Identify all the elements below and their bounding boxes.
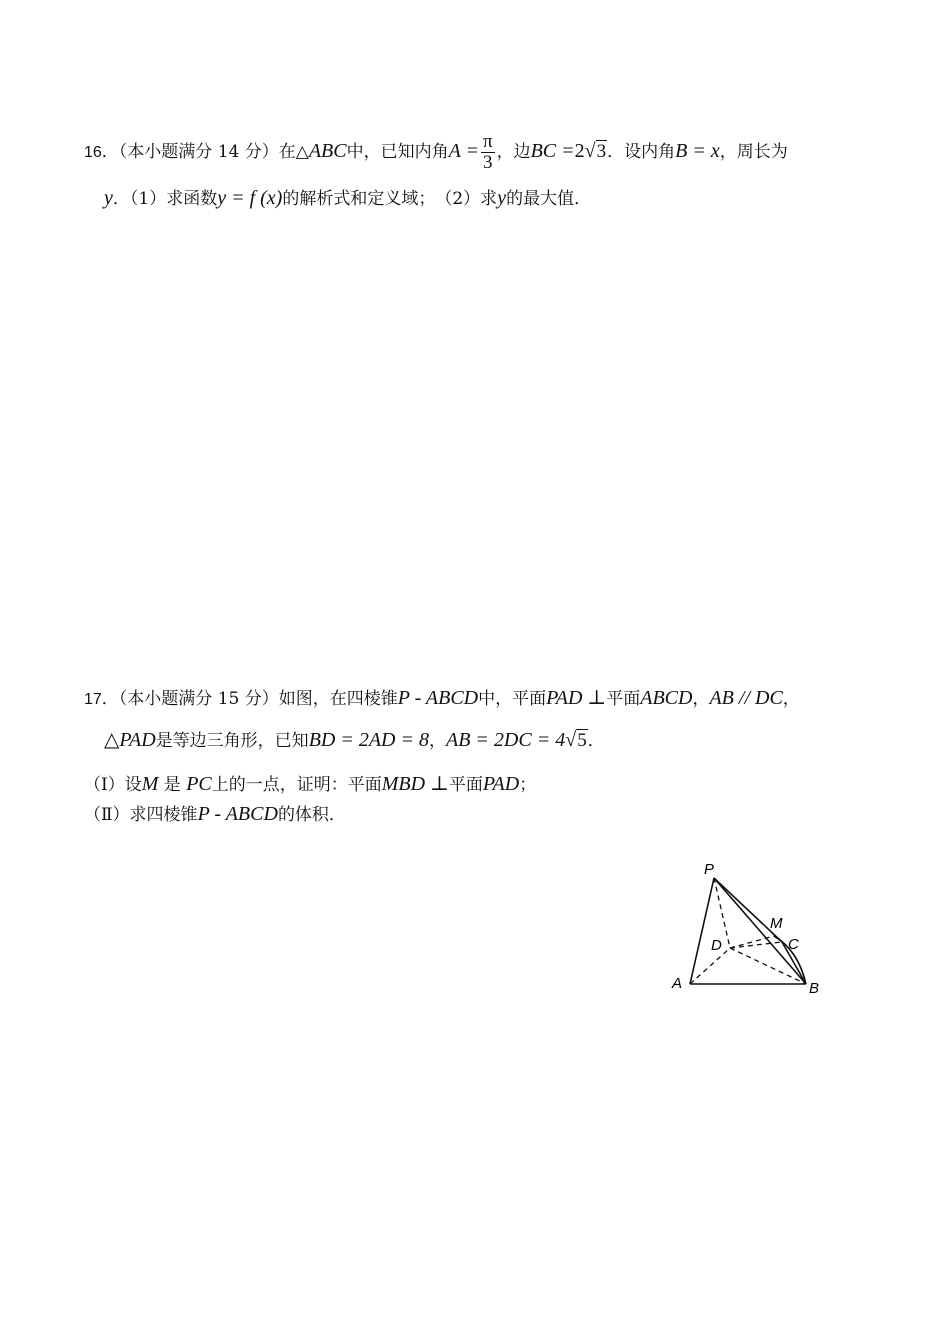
text: 的解析式和定义域； （2）求 (282, 189, 498, 209)
problem-17-score: ．（本小题满分 15 分） (101, 689, 279, 709)
problem-16-score: ．（本小题满分 14 分） (101, 142, 279, 162)
problem-16-number: 16 (84, 144, 102, 161)
edge-dm (730, 936, 774, 948)
text: 如图，在四棱锥 (278, 689, 398, 709)
text: ．（1）求函数 (112, 189, 218, 209)
var-y: y (497, 187, 507, 209)
coef-two: 2 (574, 140, 585, 162)
segment-pc: PC (186, 773, 212, 795)
text: ，周长为 (719, 142, 788, 162)
problem-16-line-2 (104, 186, 591, 211)
text: ，边 (496, 142, 531, 162)
text: 是 (163, 775, 181, 795)
edge-pa (690, 878, 714, 984)
edge-pb (714, 878, 806, 984)
var-y: y (104, 187, 113, 209)
part-label: （Ⅱ）求四棱锥 (84, 805, 198, 825)
text: 中，平面 (478, 689, 547, 709)
label-c: C (788, 936, 799, 953)
label-b: B (809, 980, 820, 997)
frac-numerator: π (482, 131, 493, 152)
text: ．设内角 (607, 142, 676, 162)
pyramid-p-abcd: P - ABCD (197, 803, 278, 825)
pyramid-p-abcd: P - ABCD (397, 687, 479, 709)
text: 上的一点，证明：平面 (211, 775, 382, 795)
text: ， (692, 689, 710, 709)
fraction-pi-over-3 (481, 132, 495, 173)
triangle-pad: △PAD (104, 729, 156, 751)
label-p: P (704, 861, 715, 878)
bd-eq: BD = 2AD = 8 (308, 729, 429, 751)
sqrt-symbol: √ (584, 140, 596, 162)
edge-ad (690, 948, 730, 984)
label-a: A (672, 975, 683, 992)
frac-denominator: 3 (483, 152, 493, 173)
text: ； (519, 775, 537, 795)
plane-pad-perp: PAD ⊥ (546, 687, 607, 709)
edge-db (730, 948, 806, 984)
text: 中，已知内角 (346, 142, 449, 162)
sqrt-5: 5 (577, 730, 587, 751)
sqrt-3: 3 (596, 141, 607, 162)
text: ． (587, 731, 605, 751)
angle-b-eq: B = x (675, 140, 720, 162)
pyramid-figure (660, 852, 840, 1002)
problem-17-number: 17 (84, 691, 102, 708)
ab-eq: AB = 2DC = 4 (446, 729, 566, 751)
text: 在△ (278, 142, 309, 162)
problem-17-line-2 (104, 728, 605, 753)
plane-abcd: ABCD (640, 687, 693, 709)
part-label: （Ⅰ）设 (84, 775, 142, 795)
plane-mbd-perp: MBD ⊥ (381, 773, 449, 795)
edge-pc (714, 878, 782, 942)
triangle-abc: ABC (308, 140, 347, 162)
ab-parallel-dc: AB // DC (709, 687, 783, 709)
label-d: D (711, 937, 722, 954)
problem-17-part-1 (84, 772, 536, 797)
angle-a-eq: A = (448, 140, 479, 162)
function-y-fx: y = f (x) (217, 187, 283, 209)
text: ， (782, 689, 800, 709)
problem-17-line-1 (84, 686, 800, 712)
side-bc-eq: BC = (530, 140, 575, 162)
plane-pad: PAD (482, 773, 520, 795)
text: ， (429, 731, 446, 751)
label-m: M (770, 915, 783, 932)
point-m: M (141, 773, 159, 795)
text: 平面 (448, 775, 483, 795)
text: 平面 (606, 689, 641, 709)
text: 是等边三角形，已知 (155, 731, 309, 751)
problem-17-part-2 (84, 802, 346, 827)
text: 的体积． (277, 805, 346, 825)
problem-16-line-1 (84, 132, 788, 173)
sqrt-symbol: √ (565, 729, 577, 751)
text: 的最大值． (506, 189, 592, 209)
